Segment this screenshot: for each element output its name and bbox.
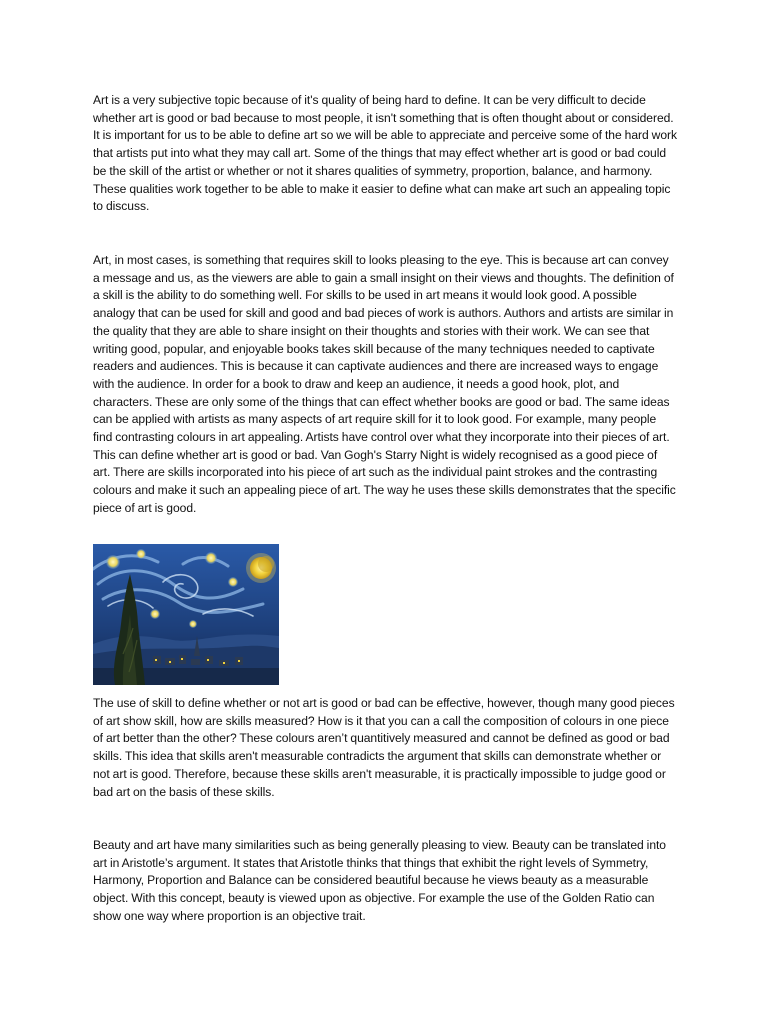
starry-night-image <box>93 544 279 685</box>
paragraph-skill: Art, in most cases, is something that requires skill to looks pleasing to the eye. This is because art can convey a message and us, as the viewers are able to gain a small insight on their views and thoughts. The definition of a skill is the ability to do something well. For skills to be used in art means it would look good. A possible analogy that can be used for skill and good and bad pieces of work is authors. Authors and artists are similar in the quality that they are able to share insight on their thoughts and stories with their work. We can see that writing good, popular, and enjoyable books takes skill because of the many techniques needed to captivate readers and audiences. This is because it can captivate audiences and there are increased ways to engage with the audience. In order for a book to draw and keep an audience, it needs a good hook, plot, and characters. These are only some of the things that can effect whether books are good or bad. The same ideas can be applied with artists as many aspects of art require skill for it to look good. For example, many people find contrasting colours in art appealing. Artists have control over what they incorporate into their pieces of art. This can define whether art is good or bad. Van Gogh's Starry Night is widely recognised as a good piece of art. There are skills incorporated into his piece of art such as the individual paint strokes and the contrasting colours and make it such an appealing piece of art. The way he uses these skills demonstrates that the specific piece of art is good. <box>93 253 676 515</box>
paragraph-measuring-skill: The use of skill to define whether or not art is good or bad can be effective, however, though many good pieces of art show skill, how are skills measured? How is it that you can a call the composition of colours in one piece of art better than the other? These colours aren’t quantitively measured and cannot be defined as good or bad skills. This idea that skills aren't measurable contradicts the argument that skills can demonstrate whether or not art is good. Therefore, because these skills aren't measurable, it is practically impossible to judge good or bad art on the basis of these skills. <box>93 696 675 799</box>
paragraph-beauty: Beauty and art have many similarities such as being generally pleasing to view. Beauty can be translated into art in Aristotle’s argument. It states that Aristotle thinks that things that exhibit the right levels of Symmetry, Harmony, Proportion and Balance can be considered beautiful because he views beauty as a measurable object. With this concept, beauty is viewed upon as objective. For example the use of the Golden Ratio can show one way where proportion is an objective trait. <box>93 838 666 923</box>
paragraph-intro: Art is a very subjective topic because of it's quality of being hard to define. It can be very difficult to decide whether art is good or bad because to most people, it isn't something that is often thought about or considered. It is important for us to be able to define art so we will be able to appreciate and perceive some of the hard work that artists put into what they may call art. Some of the things that may effect whether art is good or bad could be the skill of the artist or whether or not it shares qualities of symmetry, proportion, balance, and harmony. These qualities work together to be able to make it easier to define what can make art such an appealing topic to discuss. <box>93 93 678 214</box>
